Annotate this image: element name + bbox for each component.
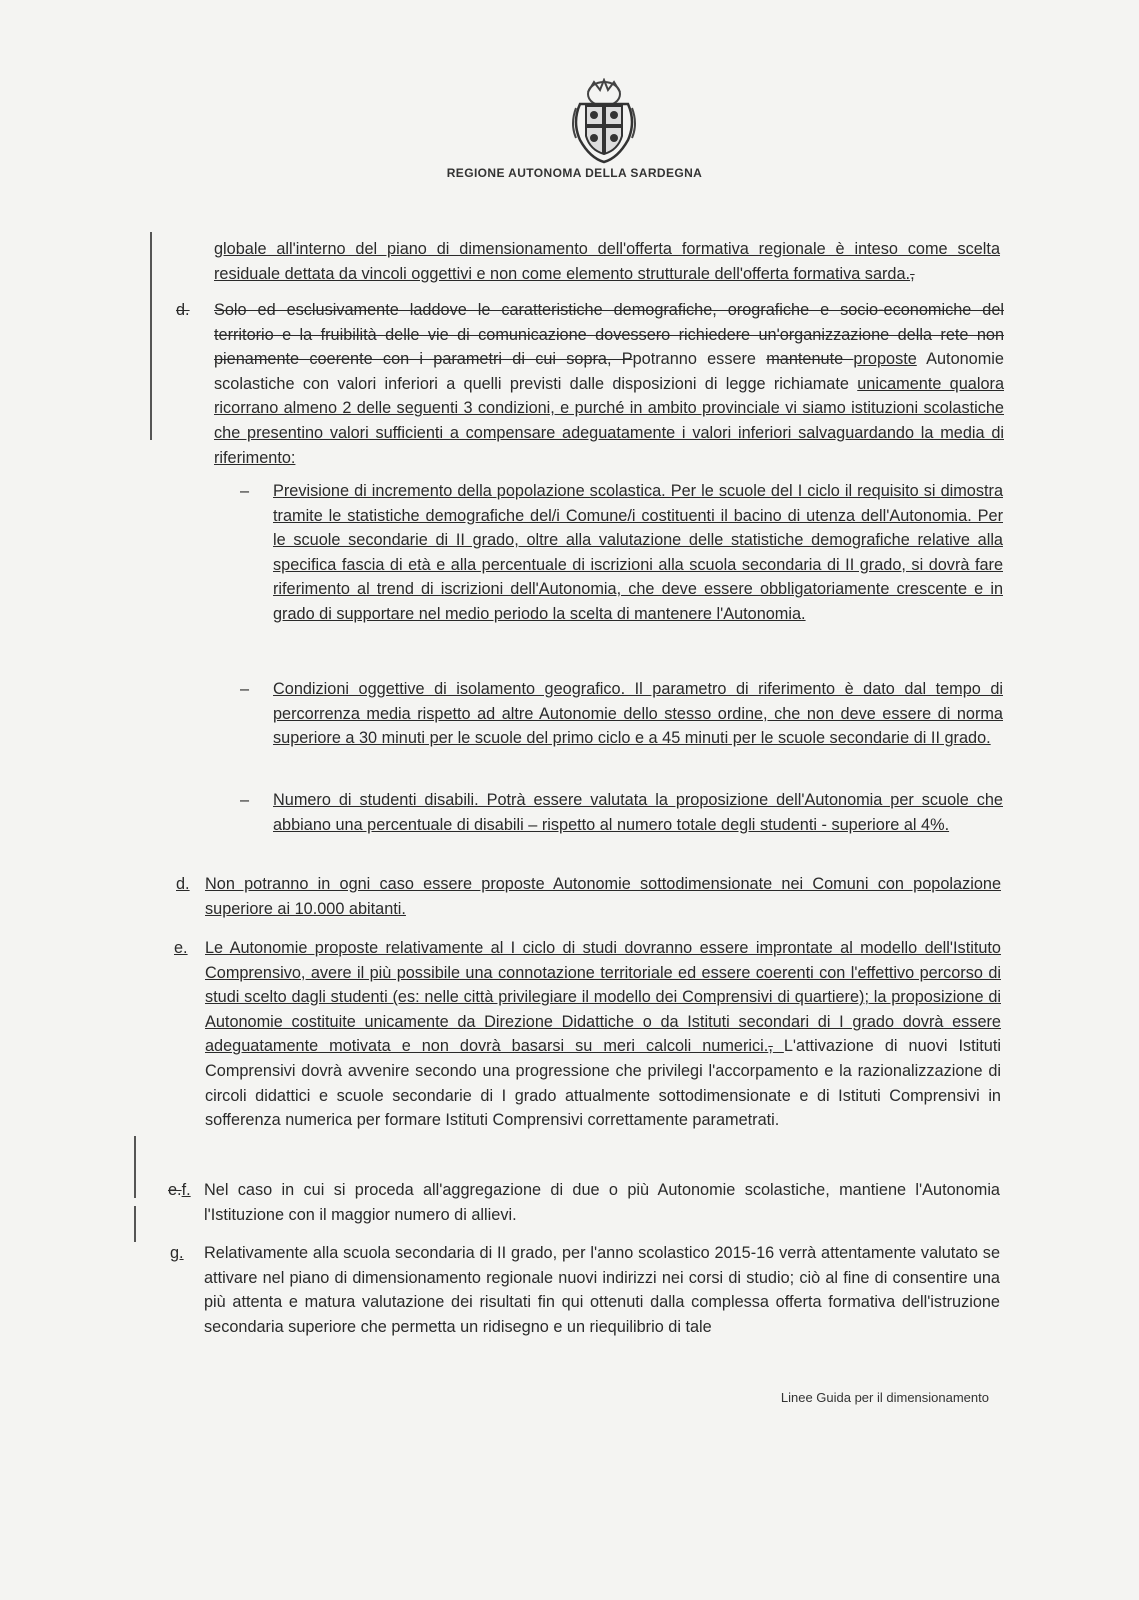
change-bar	[134, 1206, 136, 1242]
item-e-paragraph: Le Autonomie proposte relativamente al I ciclo di studi dovranno essere improntate al modello dell'Istituto Comprensivo, avere il più possibile una connotazione territoriale ed essere coerenti con l'effettivo percorso di studi scelto dagli studenti (es: nelle città privilegiare il modello dei Comprensivi di quartiere); la proposizione di Autonomie costituite unicamente da Direzione Didattiche o da Istituti secondari di I grado dovrà essere adeguatamente motivata e non dovrà basarsi su meri calcoli numerici., L'attivazione di nuovi Istituti Comprensivi dovrà avvenire secondo una progressione che privilegi l'accorpamento e la razionalizzazione di circoli didattici e scuole secondarie di I grado attualmente sottodimensionate e di Istituti Comprensivi in sofferenza numerica per formare Istituti Comprensivi correttamente parametrati.	[205, 939, 1001, 1130]
item-label-g: g.	[170, 1244, 184, 1262]
coat-of-arms-icon	[568, 78, 640, 164]
item-d2-paragraph: Non potranno in ogni caso essere proposte Autonomie sottodimensionate nei Comuni con popolazione superiore ai 10.000 abitanti.	[205, 875, 1001, 918]
change-bar	[150, 232, 152, 440]
intro-paragraph: globale all'interno del piano di dimensionamento dell'offerta formativa regionale è inteso come scelta residuale dettata da vincoli oggettivi e non come elemento strutturale dell'offerta formativa sarda.,	[214, 240, 1000, 283]
bullet-marker: –	[240, 791, 250, 809]
item-f-paragraph: Nel caso in cui si proceda all'aggregazione di due o più Autonomie scolastiche, mantiene l'Autonomia l'Istituzione con il maggior numero di allievi.	[204, 1181, 1000, 1224]
item-label-d: d.	[176, 875, 190, 893]
change-bar	[134, 1136, 136, 1198]
footer-text: Linee Guida per il dimensionamento	[780, 1390, 989, 1405]
region-name: REGIONE AUTONOMA DELLA SARDEGNA	[446, 166, 703, 180]
item-label-d-struck: d.	[176, 301, 190, 319]
bullet-marker: –	[240, 482, 250, 500]
item-label-e: e.	[174, 939, 188, 957]
item-g-paragraph: Relativamente alla scuola secondaria di II grado, per l'anno scolastico 2015-16 verrà attentamente valutato se attivare nel piano di dimensionamento regionale nuovi indirizzi nei corsi di studio; ciò al fine di consentire una più attenta e matura valutazione dei risultati fin qui ottenuti dalla complessa offerta formativa dell'istruzione secondaria superiore che permetta un ridisegno e un riequilibrio di tale	[204, 1244, 1000, 1336]
bullet-item: Numero di studenti disabili. Potrà essere valutata la proposizione dell'Autonomia per scuole che abbiano una percentuale di disabili – rispetto al numero totale degli studenti - superiore al 4%.	[273, 791, 1003, 834]
bullet-marker: –	[240, 680, 250, 698]
item-d-paragraph: Solo ed esclusivamente laddove le caratteristiche demografiche, orografiche e socio-economiche del territorio e la fruibilità delle vie di comunicazione dovessero richiedere un'organizzazione della rete non pienamente coerente con i parametri di cui sopra, Ppotranno essere mantenute proposte Autonomie scolastiche con valori inferiori a quelli previsti dalle disposizioni di legge richiamate unicamente qualora ricorrano almeno 2 delle seguenti 3 condizioni, e purché in ambito provinciale vi siamo istituzioni scolastiche che presentino valori sufficienti a compensare adeguatamente i valori inferiori salvaguardando la media di riferimento:	[214, 301, 1004, 467]
item-label-f: e.f.	[168, 1181, 191, 1199]
bullet-item: Previsione di incremento della popolazione scolastica. Per le scuole del I ciclo il requisito si dimostra tramite le statistiche demografiche del/i Comune/i costituenti il bacino di utenza dell'Autonomia. Per le scuole secondarie di II grado, oltre alla valutazione delle statistiche demografiche relative alla specifica fascia di età e alla percentuale di iscrizioni alla scuola secondaria di II grado, si dovrà fare riferimento al trend di iscrizioni dell'Autonomia, che deve essere obbligatoriamente crescente e in grado di supportare nel medio periodo la scelta di mantenere l'Autonomia.	[273, 482, 1003, 623]
bullet-item: Condizioni oggettive di isolamento geografico. Il parametro di riferimento è dato dal tempo di percorrenza media rispetto ad altre Autonomie dello stesso ordine, che non deve essere di norma superiore a 30 minuti per le scuole del primo ciclo e a 45 minuti per le scuole secondarie di II grado.	[273, 680, 1003, 748]
